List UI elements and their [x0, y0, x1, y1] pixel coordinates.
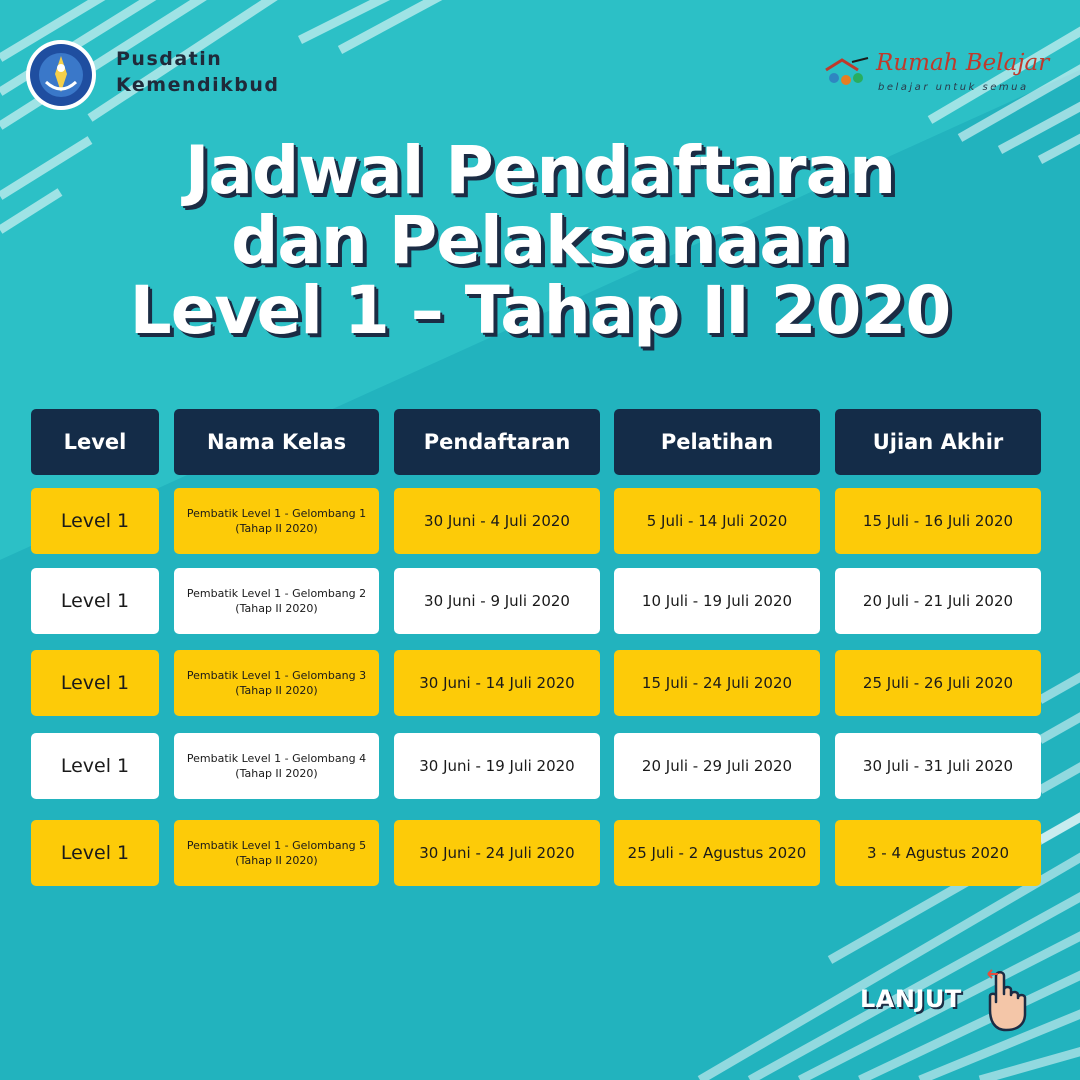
- table-cell-ujian: 30 Juli - 31 Juli 2020: [835, 733, 1041, 799]
- table-cell-level: Level 1: [31, 568, 159, 634]
- table-cell-ujian: 25 Juli - 26 Juli 2020: [835, 650, 1041, 716]
- organization-name: [116, 46, 279, 98]
- kelas-tahap: (Tahap II 2020): [235, 522, 318, 535]
- table-cell-ujian: 15 Juli - 16 Juli 2020: [835, 488, 1041, 554]
- kelas-tahap: (Tahap II 2020): [235, 854, 318, 867]
- table-cell-pelatihan: 10 Juli - 19 Juli 2020: [614, 568, 820, 634]
- table-cell-kelas: [174, 568, 379, 634]
- kelas-tahap: (Tahap II 2020): [235, 767, 318, 780]
- table-cell-kelas: [174, 488, 379, 554]
- kelas-tahap: (Tahap II 2020): [235, 684, 318, 697]
- table-cell-pendaftaran: 30 Juni - 19 Juli 2020: [394, 733, 600, 799]
- kelas-name: Pembatik Level 1 - Gelombang 4: [186, 752, 367, 765]
- table-cell-ujian: 20 Juli - 21 Juli 2020: [835, 568, 1041, 634]
- title-line-1: Jadwal Pendaftaran: [184, 132, 896, 209]
- title-line-3: Level 1 – Tahap II 2020: [129, 272, 951, 349]
- header-pendaftaran: Pendaftaran: [394, 409, 600, 475]
- brand-tagline: belajar untuk semua: [878, 82, 1029, 93]
- table-cell-level: Level 1: [31, 488, 159, 554]
- table-cell-pendaftaran: 30 Juni - 14 Juli 2020: [394, 650, 600, 716]
- tut-wuri-handayani-emblem: [24, 38, 98, 112]
- table-cell-pelatihan: 15 Juli - 24 Juli 2020: [614, 650, 820, 716]
- table-cell-pelatihan: 20 Juli - 29 Juli 2020: [614, 733, 820, 799]
- kelas-name: Pembatik Level 1 - Gelombang 3: [186, 669, 367, 682]
- header-ujian-akhir: Ujian Akhir: [835, 409, 1041, 475]
- kelas-name: Pembatik Level 1 - Gelombang 2: [186, 587, 367, 600]
- table-cell-pendaftaran: 30 Juni - 9 Juli 2020: [394, 568, 600, 634]
- kelas-tahap: (Tahap II 2020): [235, 602, 318, 615]
- table-cell-pendaftaran: 30 Juni - 24 Juli 2020: [394, 820, 600, 886]
- table-cell-kelas: [174, 650, 379, 716]
- rumah-belajar-emblem-icon: [822, 54, 874, 90]
- header-level: Level: [31, 409, 159, 475]
- next-button-label[interactable]: LANJUT: [860, 985, 962, 1013]
- table-cell-pelatihan: 5 Juli - 14 Juli 2020: [614, 488, 820, 554]
- table-cell-level: Level 1: [31, 820, 159, 886]
- table-cell-pelatihan: 25 Juli - 2 Agustus 2020: [614, 820, 820, 886]
- header-nama-kelas: Nama Kelas: [174, 409, 379, 475]
- brand-title: Rumah Belajar: [876, 50, 1050, 76]
- table-cell-kelas: [174, 820, 379, 886]
- title-line-2: dan Pelaksanaan: [231, 202, 849, 279]
- org-line-1: Pusdatin: [116, 48, 223, 70]
- table-cell-pendaftaran: 30 Juni - 4 Juli 2020: [394, 488, 600, 554]
- rumah-belajar-logo: [818, 48, 1050, 98]
- table-cell-level: Level 1: [31, 650, 159, 716]
- header-pelatihan: Pelatihan: [614, 409, 820, 475]
- kelas-name: Pembatik Level 1 - Gelombang 5: [186, 839, 367, 852]
- table-cell-level: Level 1: [31, 733, 159, 799]
- table-cell-kelas: [174, 733, 379, 799]
- table-cell-ujian: 3 - 4 Agustus 2020: [835, 820, 1041, 886]
- kelas-name: Pembatik Level 1 - Gelombang 1: [186, 507, 367, 520]
- pointing-hand-icon[interactable]: [984, 966, 1036, 1032]
- org-line-2: Kemendikbud: [116, 74, 280, 96]
